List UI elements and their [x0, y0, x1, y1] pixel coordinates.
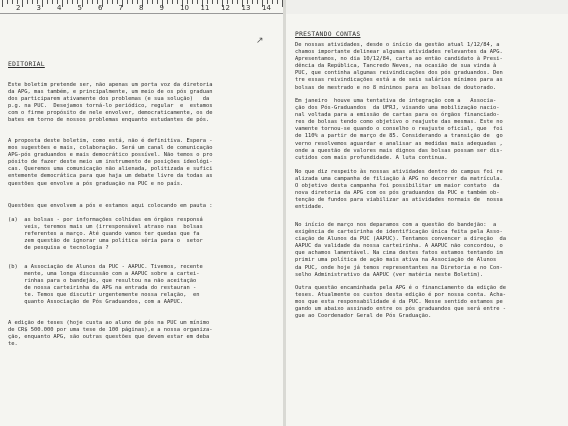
text-line: gue ao Coordenador Geral de Pós Graduação.: [295, 313, 432, 320]
text-line: Em janeiro houve uma tentativa de integração com a Associa-: [295, 98, 497, 104]
ruler-tick: [157, 0, 158, 4]
ruler-tick: [32, 0, 33, 4]
text-line: mos sugestões e mais, colaboração. Será um canal de comunicação: [8, 145, 213, 152]
text-line: entidade.: [295, 204, 325, 211]
text-line: mente, uma longa discussão com a AAPUC sobre a cartei-: [8, 271, 200, 278]
text-line: ção dos Pós-Graduandos da UFRJ, visando uma mobilização nacio-: [295, 105, 500, 112]
ruler-number: 2: [16, 4, 21, 12]
ruler-tick: [252, 0, 253, 4]
text-line: exigência de carteirinha de identificação única feita pela Asso-: [295, 229, 503, 236]
text-line: PUC, que continha algumas reivindicações dos pós graduandos. Den: [295, 70, 503, 77]
editorial-item-b: [8, 264, 203, 307]
text-line: dos participarem ativamente dos problemas (e sua solução) da: [8, 96, 210, 103]
contas-paragraph-2: [295, 98, 503, 162]
ruler-number: 9: [159, 4, 164, 12]
ruler-tick: [2, 0, 3, 7]
text-line: dência da República, Tancredo Neves, na ocasião de sua vinda à: [295, 63, 497, 70]
ruler-tick: [22, 0, 23, 7]
text-line: de 110% a partir de março de 85. Considerando a transição de go: [295, 133, 503, 140]
text-line: A proposta deste boletim, como está, não é definitiva. Espera -: [8, 138, 213, 144]
text-line: da APG, mas também, e principalmente, um meio de os pós graduan: [8, 89, 213, 96]
ruler-number: 14: [262, 4, 271, 12]
text-line: pósito de fazer deste meio um instrumento de posições ideológi-: [8, 159, 213, 166]
text-line: zem questão de ignorar uma política séria para o setor: [8, 238, 203, 245]
text-line: res de bolsas tendo como objetivo o reajuste das mesmas. Este no: [295, 119, 503, 126]
ruler-tick: [47, 0, 48, 4]
ruler-tick: [82, 0, 83, 7]
text-line: chamos importante delinear algumas atividades relevantes da APG.: [295, 49, 503, 56]
text-line: verno resolvemos aguardar e analisar as medidas mais adequadas ,: [295, 140, 503, 147]
editorial-paragraph-2: [8, 138, 212, 188]
ruler-tick: [172, 0, 173, 4]
ruler-tick: [237, 0, 238, 4]
text-line: referentes a março. Até quando vamos ter quedas que fa: [8, 231, 200, 238]
contas-paragraph-1: [295, 42, 503, 92]
ruler-tick: [167, 0, 168, 4]
ruler-tick: [137, 0, 138, 4]
ruler-number: 6: [98, 4, 103, 12]
text-line: (b) a Associação de Alunos da PUC - AAPUC. Tivemos, recente: [8, 264, 203, 270]
ruler-tick: [107, 0, 108, 4]
ruler-tick: [257, 0, 258, 4]
right-page: [286, 14, 568, 426]
editorial-paragraph-1: [8, 82, 212, 125]
text-line: primir uma política de ação mais ativa na Associação de Alunos: [295, 257, 497, 264]
text-line: te.: [8, 341, 18, 348]
contas-paragraph-3: [295, 169, 503, 212]
text-line: ciação de Alunos da PUC (AAPUC). Tentamos convencer a direção da: [295, 236, 506, 243]
editorial-heading: EDITORIAL: [8, 61, 45, 68]
text-line: Outra questão encaminhada pela APG é o financiamento da edição de: [295, 285, 506, 291]
ruler-tick: [127, 0, 128, 4]
text-line: entemente democrática para que haja um debate livre da todas as: [8, 173, 213, 180]
editorial-paragraph-3: [8, 203, 212, 210]
ruler-tick: [52, 0, 53, 4]
ruler-tick: [132, 0, 133, 4]
text-line: Questões que envolvem a pós e estamos aqui colocando em pauta :: [8, 203, 213, 209]
ruler-tick: [212, 0, 213, 4]
ruler-tick: [197, 0, 198, 4]
text-line: (a) as bolsas - por informações colhidas em órgãos responsá: [8, 217, 203, 223]
ruler-number: 3: [36, 4, 41, 12]
ruler-number: 13: [241, 4, 251, 12]
ruler-number: 7: [118, 4, 123, 12]
text-line: p.g. na PUC. Desejamos torná-lo periódico, regular e estamos: [8, 103, 213, 110]
text-line: selho Administrativo da AAPUC (ver matéria neste Boletim).: [295, 271, 484, 278]
text-line: O objetivo desta campanha foi possibilitar um maior contato da: [295, 183, 500, 190]
prestando-contas-heading: PRESTANDO CONTAS: [295, 31, 361, 38]
text-line: veis, teremos mais um (irresponsável atraso nas bolsas: [8, 224, 203, 231]
ruler: [0, 0, 286, 14]
ruler-tick: [42, 0, 43, 7]
text-line: bolsas de mestrado e no 8 mínimos para as bolsas de doutorado.: [295, 84, 497, 91]
ruler-number: 8: [139, 4, 144, 12]
ruler-tick: [67, 0, 68, 4]
text-line: tre essas reivindicações está a de seis salários mínimos para as: [295, 77, 503, 84]
text-line: teses. Atualmente os custos desta edição é por nossa conta. Acha-: [295, 292, 506, 299]
text-line: Este boletim pretende ser, não apenas um porta voz da diretoria: [8, 82, 213, 88]
text-line: rinhas para o bandejão, que resultou na não aceitação: [8, 278, 197, 285]
editorial-item-a: [8, 217, 203, 252]
ruler-tick: [72, 0, 73, 4]
text-line: da PUC, onde hoje já temos representantes na Diretoria e no Con-: [295, 264, 503, 271]
text-line: AAPUC da validade da nossa carteirinha. A AAPUC não concordou, o: [295, 243, 503, 250]
text-line: cutidos com mais profundidade. A luta continua.: [295, 154, 448, 161]
ruler-number: 12: [221, 4, 230, 12]
ruler-tick: [152, 0, 153, 4]
text-line: te. Temos que discutir urgentemente nossa relação, en: [8, 292, 200, 299]
ruler-tick: [87, 0, 88, 4]
text-line: de CR$ 500.000 por uma tese de 100 páginas),e a nossa organiza-: [8, 327, 213, 334]
text-line: cas. Queremos uma comunicação não alienada, politizada e sufici: [8, 166, 213, 173]
text-line: Apresentamos, no dia 10/12/84, carta ao então candidato à Presi-: [295, 56, 503, 63]
editorial-paragraph-4: [8, 320, 212, 348]
ruler-tick: [27, 0, 28, 4]
text-line: bates em torno de nossos problemas enquanto estudantes de pós.: [8, 117, 210, 124]
text-line: mos que esta responsabilidade é da PUC. Nesse sentido estamos pe: [295, 299, 503, 306]
text-line: ção, enquanto APG, são outras questões que devem estar em deba: [8, 334, 210, 341]
ruler-tick: [147, 0, 148, 4]
ruler-tick: [112, 0, 113, 4]
left-page: [0, 14, 283, 426]
contas-paragraph-5: [295, 285, 506, 320]
text-line: gando um abaixo assinado entre os pós graduandos que será entre -: [295, 306, 506, 313]
ruler-tick: [192, 0, 193, 4]
text-line: No que diz respeito às nossas atividades dentro do campus foi re: [295, 169, 503, 175]
ruler-tick: [217, 0, 218, 4]
text-line: que achamos lamentável. Na cima destes fatos estamos tentando im: [295, 250, 503, 257]
text-line: de nossa carteirinha da APG na entrada do restauran -: [8, 285, 197, 292]
ruler-tick: [177, 0, 178, 4]
text-line: nova diretoria da APG com os pós graduandos da PUC e também ob-: [295, 190, 500, 197]
text-line: alizada uma campanha de filiação à APG no decorrer da matrícula.: [295, 176, 503, 183]
ruler-tick: [62, 0, 63, 7]
ruler-number: 10: [180, 4, 189, 12]
pen-mark: ↗: [256, 36, 264, 46]
text-line: vamente tornou-se quando o conselho o reajuste oficial, que foi: [295, 126, 503, 133]
ruler-tick: [272, 0, 273, 4]
text-line: No início de março nos deparamos com a questão do bandejão: a: [295, 222, 497, 228]
text-line: De nossas atividades, desde o início da gestão atual 1/12/84, a: [295, 42, 500, 48]
ruler-number: 11: [200, 4, 210, 12]
text-line: quanto Associação de Pós Graduandos, com a AAPUC.: [8, 299, 184, 306]
ruler-number: 4: [57, 4, 62, 12]
ruler-tick: [232, 0, 233, 4]
text-line: A edição de teses (hoje custa ao aluno de pós na PUC um mínimo: [8, 320, 210, 326]
text-line: de pesquisa e tecnologia ?: [8, 245, 109, 252]
text-line: tenção de fundos para viabilizar as atividades normais de nossa: [295, 197, 503, 204]
ruler-tick: [92, 0, 93, 4]
text-line: questões que envolve a pós graduação na PUC e no país.: [8, 180, 184, 187]
ruler-number: 5: [77, 4, 82, 12]
text-line: nal voltada para a emissão de cartas para os órgãos financiado-: [295, 112, 500, 119]
ruler-tick: [12, 0, 13, 4]
text-line: APG-pós graduandos e mais democrático possível. Não temos o pro: [8, 152, 213, 159]
ruler-tick: [277, 0, 278, 4]
text-line: onde a questão de valores mais dignos das bolsas possam ser dis-: [295, 147, 503, 154]
text-line: com o firme propósito de nele envolver, democraticamente, os de: [8, 110, 213, 117]
ruler-tick: [7, 0, 8, 4]
contas-paragraph-4: [295, 222, 506, 279]
